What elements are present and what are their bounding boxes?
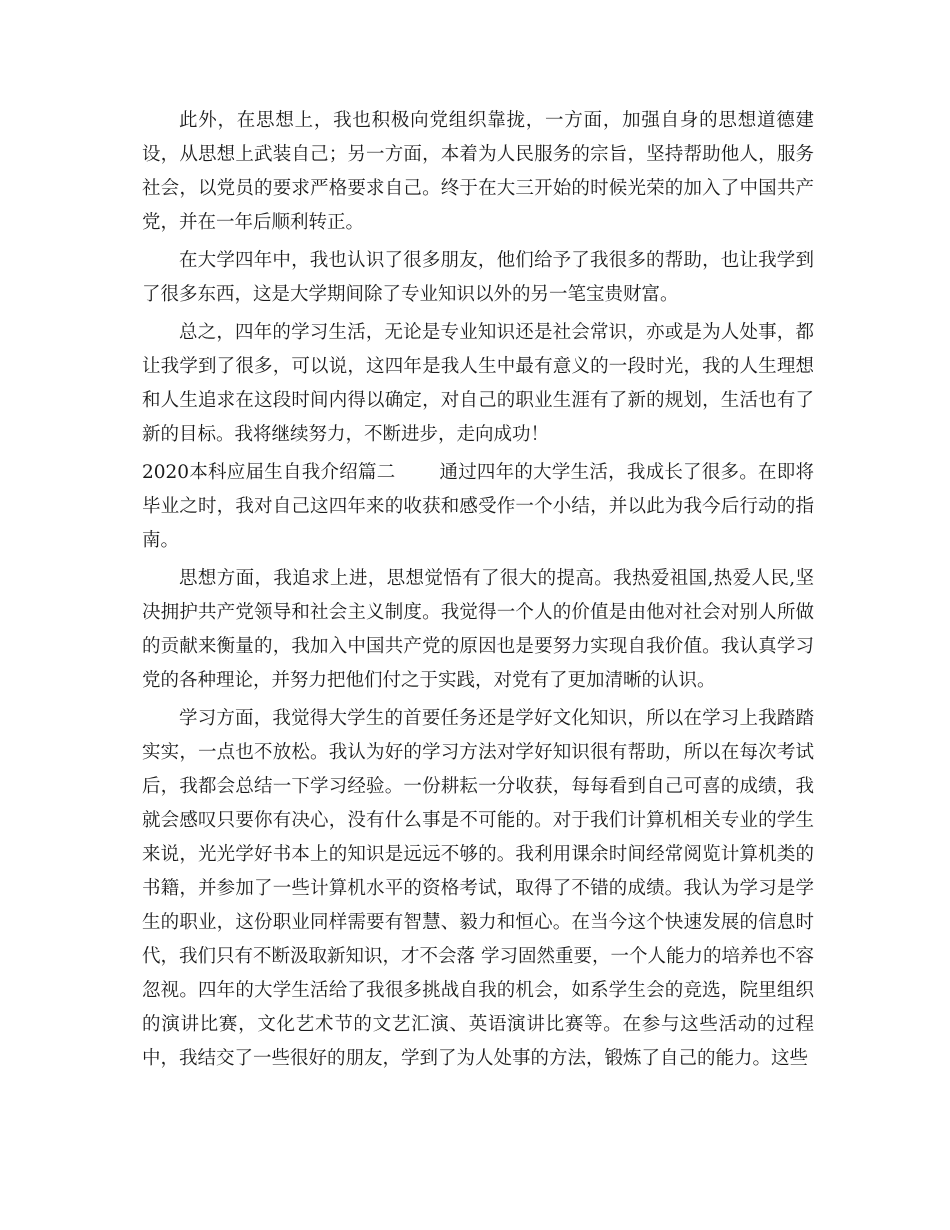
paragraph-friends: 在大学四年中，我也认识了很多朋友，他们给予了我很多的帮助，也让我学到了很多东西，这是大学期间除了专业知识以外的另一笔宝贵财富。 [142,250,814,305]
paragraph-thought: 此外，在思想上，我也积极向党组织靠拢，一方面，加强自身的思想道德建设，从思想上武装自己；另一方面，本着为人民服务的宗旨，坚持帮助他人，服务社会，以党员的要求严格要求自己。终于在大三开始的时候光荣的加入了中国共产党，并在一年后顺利转正。 [142,110,814,233]
paragraph-ideology: 思想方面，我追求上进，思想觉悟有了很大的提高。我热爱祖国,热爱人民,坚决拥护共产党领导和社会主义制度。我觉得一个人的价值是由他对社会对别人所做的贡献来衡量的，我加入中国共产党的原因也是要努力实现自我价值。我认真学习党的各种理论，并努力把他们付之于实践，对党有了更加清晰的认识。 [142,568,814,691]
paragraph-study: 学习方面，我觉得大学生的首要任务还是学好文化知识，所以在学习上我踏踏实实，一点也不放松。我认为好的学习方法对学好知识很有帮助，所以在每次考试后，我都会总结一下学习经验。一份耕耘一分收获，每每看到自己可喜的成绩，我就会感叹只要你有决心，没有什么事是不可能的。对于我们计算机相关专业的学生来说，光光学好书本上的知识是远远不够的。我利用课余时间经常阅览计算机类的书籍，并参加了一些计算机水平的资格考试，取得了不错的成绩。我认为学习是学生的职业，这份职业同样需要有智慧、毅力和恒心。在当今这个快速发展的信息时代，我们只有不断汲取新知识，才不会落 学习固然重要，一个人能力的培养也不容忽视。四年的大学生活给了我很多挑战自我的机会，如系学生会的竞选，院里组织的演讲比赛，文化艺术节的文艺汇演、英语演讲比赛等。在参与这些活动的过程中，我结交了一些很好的朋友，学到了为人处事的方法，锻炼了自己的能力。这些 [142,708,814,1069]
section-two-intro [142,456,814,558]
section-two-intro-text: 通过四年的大学生活，我成长了很多。在即将毕业之时，我对自己这四年来的收获和感受作一个小结，并以此为我今后行动的指南。 [142,462,814,551]
section-two-title: 2020本科应届生自我介绍篇二 [142,462,396,483]
paragraph-summary: 总之，四年的学习生活，无论是专业知识还是社会常识，亦或是为人处事，都让我学到了很多，可以说，这四年是我人生中最有意义的一段时光，我的人生理想和人生追求在这段时间内得以确定，对自己的职业生涯有了新的规划，生活也有了新的目标。我将继续努力，不断进步，走向成功！ [142,322,814,445]
